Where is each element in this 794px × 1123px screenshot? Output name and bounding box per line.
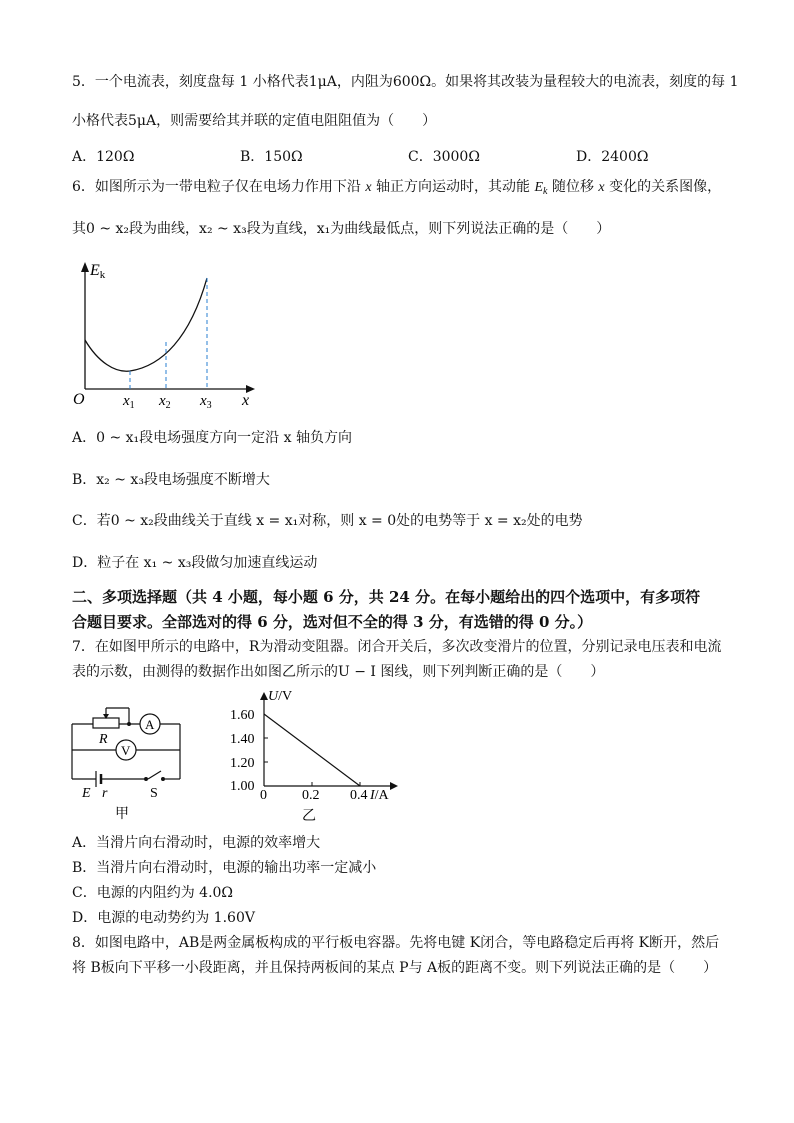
q7-option-a: A．当滑片向右滑动时，电源的效率增大 [72,835,321,851]
ek-x-graph [70,258,260,413]
q8-stem-line1: 8．如图电路中，AB是两金属板构成的平行板电容器。先将电键 K闭合，等电路稳定后再将 K断开，然后 [72,935,720,951]
svg-text:R: R [99,732,108,747]
x3-label: $x_3$ [200,393,212,411]
q7-option-d: D．电源的电动势约为 1.60V [72,910,255,926]
svg-text:1.00: 1.00 [230,779,255,794]
q6-stem-line1: 6．如图所示为一带电粒子仅在电场力作用下沿 x 轴正方向运动时，其动能 $E_k$ 随位移 x 变化的关系图像， [72,179,722,197]
x-symbol: x [365,180,372,195]
ek-axis-label: Ek [90,262,106,281]
q6-option-b: B．x₂ ~ x₃段电场强度不断增大 [72,472,270,488]
q6-option-a: A．0 ~ x₁段电场强度方向一定沿 x 轴负方向 [72,430,352,446]
origin-label: O [73,391,85,408]
x1-label: $x_1$ [123,393,135,411]
q7-option-c: C．电源的内阻约为 4.0Ω [72,885,234,901]
section2-heading-line2: 合题目要求。全部选对的得 6 分，选对但不全的得 3 分，有选错的得 0 分。） [72,613,593,631]
circuit-diagram-jia [66,694,196,824]
q5-option-d: D．2400Ω [576,149,649,165]
svg-text:1.20: 1.20 [230,756,255,771]
svg-text:0.4: 0.4 [350,788,368,803]
q5-stem-line1: 5．一个电流表，刻度盘每 1 小格代表1μA，内阻为600Ω。如果将其改装为量程较大的电流表，刻度的每 1 [72,74,739,90]
section2-heading-line1: 二、多项选择题（共 4 小题，每小题 6 分，共 24 分。在每小题给出的四个选项中，有多项符 [72,588,701,606]
caption-jia: 甲 [115,807,129,822]
svg-text:S: S [150,786,158,801]
caption-yi: 乙 [302,809,316,824]
x-axis-label: x [242,392,250,409]
q6-option-d: D．粒子在 x₁ ~ x₃段做匀加速直线运动 [72,555,318,571]
q5-option-c: C．3000Ω [408,149,480,165]
i-axis-label: I/A [370,788,389,803]
svg-text:1.40: 1.40 [230,732,255,747]
svg-text:0.2: 0.2 [302,788,320,803]
q6-option-c: C．若0 ~ x₂段曲线关于直线 x = x₁对称，则 x = 0处的电势等于 x = x₂处的电势 [72,513,583,529]
u-axis-label: U/V [268,689,293,704]
ek-symbol: $E_k$ [534,180,548,197]
q6-stem-line2: 其0 ~ x₂段为曲线，x₂ ~ x₃段为直线，x₁为曲线最低点，则下列说法正确的是（ ） [72,221,611,237]
svg-text:E: E [82,786,91,801]
switch-s [148,771,161,779]
svg-text:r: r [102,786,108,801]
x2-label: $x_2$ [159,393,171,411]
svg-text:A: A [145,717,155,732]
q8-stem-line2: 将 B板向下平移一小段距离，并且保持两板间的某点 P与 A板的距离不变。则下列说法正确的是（ ） [72,960,718,976]
svg-text:0: 0 [260,788,267,803]
u-i-line [264,714,360,786]
q7-option-b: B．当滑片向右滑动时，电源的输出功率一定减小 [72,860,377,876]
q5-stem-line2: 小格代表5μA，则需要给其并联的定值电阻阻值为（ ） [72,113,437,129]
q5-option-a: A．120Ω [72,149,135,165]
svg-text:1.60: 1.60 [230,708,255,723]
u-i-graph-yi [224,686,404,826]
q7-stem-line1: 7．在如图甲所示的电路中，R为滑动变阻器。闭合开关后，多次改变滑片的位置，分别记录电压表和电流 [72,639,722,655]
rheostat-r [93,718,119,728]
svg-text:V: V [121,743,131,758]
q5-option-b: B．150Ω [240,149,303,165]
q7-stem-line2: 表的示数，由测得的数据作出如图乙所示的U − I 图线，则下列判断正确的是（ ） [72,664,605,680]
ek-curve [85,278,207,371]
